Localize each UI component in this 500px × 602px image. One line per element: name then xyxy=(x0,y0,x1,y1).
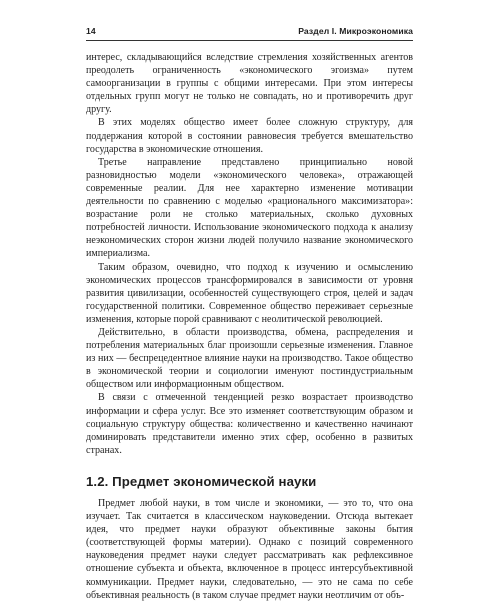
paragraph: В связи с отмеченной тенденцией резко возрастает производство информации и сфера услуг. Все это изменяет соответствующим образом и социальную структуру общества: количественно и качественно начинают доминировать представители именно этих сфер, особенно в развитых странах. xyxy=(86,392,413,456)
paragraph: интерес, складывающийся вследствие стремления хозяйственных агентов преодолеть ограниченность «экономического эгоизма» путем самоорганизации в группы с общими интересами. При этом интересы отдельных групп могут не только не совпадать, но и противоречить друг другу. xyxy=(86,52,413,116)
section-heading: 1.2. Предмет экономической науки xyxy=(86,473,317,489)
section-title: Раздел I. Микроэкономика xyxy=(298,26,413,36)
running-header xyxy=(86,26,413,41)
body-text xyxy=(86,51,413,602)
paragraph: Третье направление представлено принципиально новой разновидностью модели «экономического человека», отражающей современные реалии. Для нее характерно изменение мотивации деятельности по сравнению с моделью «рационального максимизатора»: возрастание роли не столько материальных, сколько духовных потребностей личности. Использование экономического подхода к анализу неэкономических сторон жизни людей получило название экономического империализма. xyxy=(86,156,413,260)
paragraph: Действительно, в области производства, обмена, распределения и потребления материальных благ произошли серьезные изменения. Главное из них — беспрецедентное влияние науки на производство. Такое общество в экономической теории и социологии именуют постиндустриальным обществом или информационным обществом. xyxy=(86,326,413,391)
page-number: 14 xyxy=(86,26,96,36)
paragraph: Предмет любой науки, в том числе и экономики, — это то, что она изучает. Так считается в классическом науковедении. Отсюда вытекает идея, что предмет науки образуют объективные законы бытия (соответствующей формы материи). Однако с позиций современного науковедения предмет науки следует рассматривать как рефлексивное отношение субъекта и объекта, включенное в процесс интерсубъективной коммуникации. Предмет науки, следовательно, — это не сама по себе объективная реальность (в таком случае предмет науки неотличим от объ- xyxy=(86,498,413,601)
paragraph: Таким образом, очевидно, что подход к изучению и осмыслению экономических процессов трансформировался в зависимости от уровня развития цивилизации, особенностей существующего строя, целей и задач государственной политики. Современное общество переживает серьезные изменения, которые порой сравнивают с неолитической революцией. xyxy=(86,261,413,325)
paragraph: В этих моделях общество имеет более сложную структуру, для поддержания которой в состоянии равновесия требуется вмешательство государства в экономические отношения. xyxy=(86,117,413,155)
book-page xyxy=(86,26,413,602)
